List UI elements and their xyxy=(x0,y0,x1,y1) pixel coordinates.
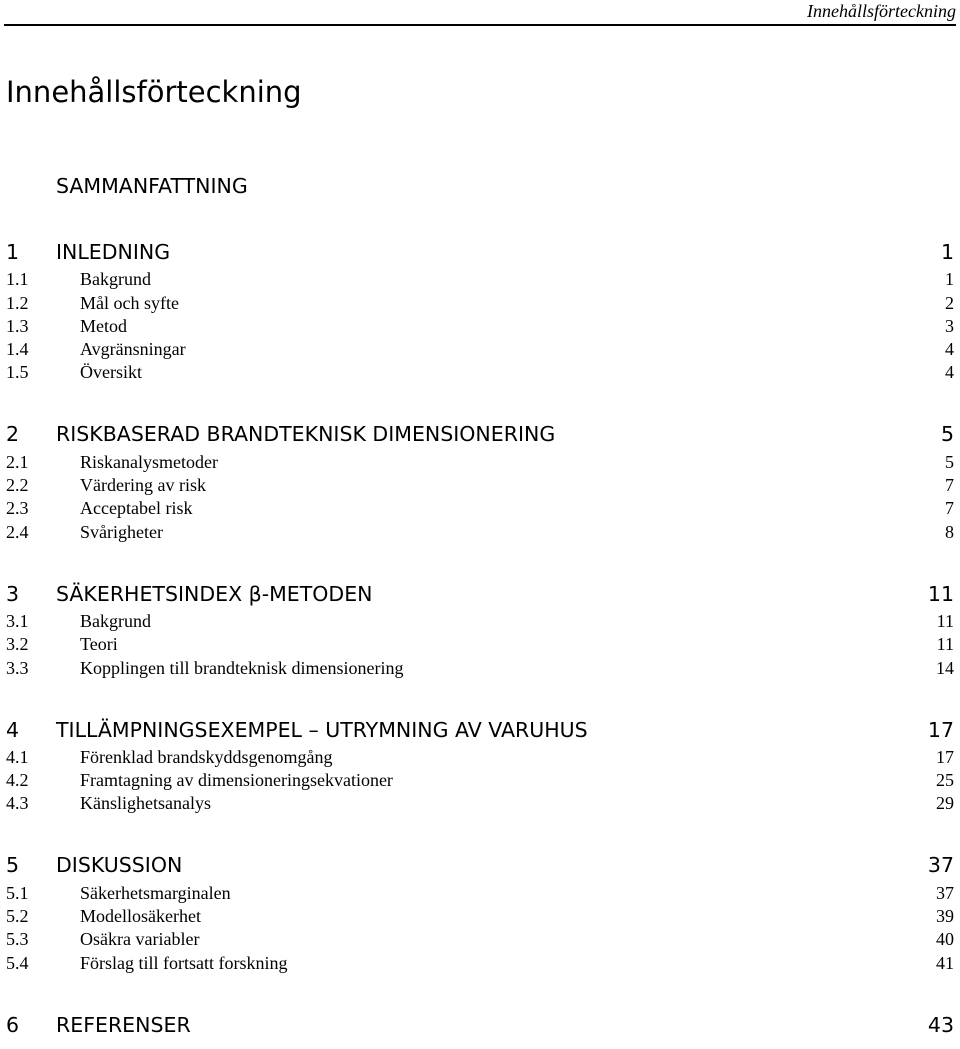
section-number: 1.1 xyxy=(6,269,29,290)
toc-section-3-3[interactable] xyxy=(0,656,960,679)
toc-chapter-6[interactable] xyxy=(0,1009,960,1041)
section-number: 3.2 xyxy=(6,634,29,655)
toc-section-1-5[interactable] xyxy=(0,361,960,384)
section-page: 41 xyxy=(936,952,954,973)
toc-section-4-1[interactable] xyxy=(0,746,960,769)
section-page: 2 xyxy=(945,292,954,313)
chapter-page: 37 xyxy=(927,853,954,878)
toc-chapter-4[interactable] xyxy=(0,714,960,746)
chapter-number: 5 xyxy=(6,853,20,878)
section-number: 2.2 xyxy=(6,475,29,496)
toc-section-1-4[interactable] xyxy=(0,338,960,361)
section-number: 2.1 xyxy=(6,451,29,472)
running-header: Innehållsförteckning xyxy=(807,1,956,21)
section-number: 3.1 xyxy=(6,610,29,631)
section-number: 5.4 xyxy=(6,952,29,973)
toc-section-2-2[interactable] xyxy=(0,474,960,497)
toc-section-2-4[interactable] xyxy=(0,520,960,543)
section-number: 5.2 xyxy=(6,906,29,927)
section-title: Säkerhetsmarginalen xyxy=(80,882,231,903)
chapter-title: RISKBASERAD BRANDTEKNISK DIMENSIONERING xyxy=(56,422,556,447)
section-number: 1.3 xyxy=(6,315,29,336)
chapter-number: 4 xyxy=(6,717,20,742)
toc-section-2-3[interactable] xyxy=(0,497,960,520)
section-page: 3 xyxy=(945,315,954,336)
section-number: 3.3 xyxy=(6,657,29,678)
toc-section-1-3[interactable] xyxy=(0,315,960,338)
toc-section-2-1[interactable] xyxy=(0,450,960,473)
section-page: 5 xyxy=(945,451,954,472)
section-page: 39 xyxy=(936,906,954,927)
toc-front-label: SAMMANFATTNING xyxy=(56,174,248,198)
section-number: 2.3 xyxy=(6,498,29,519)
section-title: Acceptabel risk xyxy=(80,498,193,519)
section-title: Känslighetsanalys xyxy=(80,793,211,814)
section-page: 4 xyxy=(945,362,954,383)
section-number: 4.1 xyxy=(6,746,29,767)
section-page: 11 xyxy=(936,610,954,631)
section-page: 37 xyxy=(936,882,954,903)
section-title: Förenklad brandskyddsgenomgång xyxy=(80,746,333,767)
section-title: Riskanalysmetoder xyxy=(80,451,218,472)
chapter-page: 1 xyxy=(940,240,954,264)
section-title: Framtagning av dimensioneringsekvationer xyxy=(80,770,393,791)
section-page: 4 xyxy=(945,339,954,360)
section-page: 17 xyxy=(936,746,954,767)
chapter-number: 3 xyxy=(6,581,20,606)
chapter-page: 5 xyxy=(940,422,954,447)
toc-section-4-2[interactable] xyxy=(0,769,960,792)
section-title: Bakgrund xyxy=(80,269,151,290)
toc-chapter-1[interactable] xyxy=(0,236,960,268)
section-page: 40 xyxy=(936,929,954,950)
section-number: 2.4 xyxy=(6,521,29,542)
section-number: 1.2 xyxy=(6,292,29,313)
toc-section-3-1[interactable] xyxy=(0,610,960,633)
section-number: 4.2 xyxy=(6,770,29,791)
chapter-page: 43 xyxy=(927,1012,954,1037)
section-title: Osäkra variabler xyxy=(80,929,200,950)
section-number: 1.4 xyxy=(6,339,29,360)
toc-section-4-3[interactable] xyxy=(0,792,960,815)
chapter-title: SÄKERHETSINDEX β-METODEN xyxy=(56,581,373,606)
section-title: Mål och syfte xyxy=(80,292,179,313)
section-title: Översikt xyxy=(80,362,142,383)
table-of-contents xyxy=(0,170,960,1041)
section-title: Kopplingen till brandteknisk dimensionering xyxy=(80,657,404,678)
section-number: 5.1 xyxy=(6,882,29,903)
toc-chapter-5[interactable] xyxy=(0,849,960,881)
chapter-page: 11 xyxy=(927,581,954,606)
section-page: 25 xyxy=(936,770,954,791)
section-title: Teori xyxy=(80,634,118,655)
section-number: 1.5 xyxy=(6,362,29,383)
section-page: 1 xyxy=(945,269,954,290)
chapter-title: INLEDNING xyxy=(56,240,171,264)
section-title: Värdering av risk xyxy=(80,475,206,496)
toc-section-1-2[interactable] xyxy=(0,291,960,314)
toc-section-5-1[interactable] xyxy=(0,881,960,904)
chapter-page: 17 xyxy=(927,717,954,742)
section-page: 14 xyxy=(936,657,954,678)
section-title: Svårigheter xyxy=(80,521,163,542)
section-title: Avgränsningar xyxy=(80,339,186,360)
page-title: Innehållsförteckning xyxy=(6,75,302,109)
section-page: 7 xyxy=(945,498,954,519)
section-page: 7 xyxy=(945,475,954,496)
toc-section-5-2[interactable] xyxy=(0,905,960,928)
toc-section-5-4[interactable] xyxy=(0,951,960,974)
toc-section-3-2[interactable] xyxy=(0,633,960,656)
section-page: 29 xyxy=(936,793,954,814)
chapter-title: DISKUSSION xyxy=(56,853,183,878)
section-number: 4.3 xyxy=(6,793,29,814)
chapter-title: TILLÄMPNINGSEXEMPEL – UTRYMNING AV VARUHUS xyxy=(56,717,588,742)
toc-chapter-2[interactable] xyxy=(0,418,960,450)
section-page: 8 xyxy=(945,521,954,542)
section-title: Modellosäkerhet xyxy=(80,906,201,927)
toc-section-1-1[interactable] xyxy=(0,268,960,291)
toc-chapter-3[interactable] xyxy=(0,578,960,610)
section-title: Metod xyxy=(80,315,127,336)
chapter-number: 6 xyxy=(6,1012,20,1037)
toc-front-entry[interactable] xyxy=(0,170,960,202)
header-rule xyxy=(4,24,956,26)
section-title: Förslag till fortsatt forskning xyxy=(80,952,288,973)
chapter-number: 1 xyxy=(6,240,20,264)
section-title: Bakgrund xyxy=(80,610,151,631)
chapter-number: 2 xyxy=(6,422,20,447)
section-page: 11 xyxy=(936,634,954,655)
toc-section-5-3[interactable] xyxy=(0,928,960,951)
chapter-title: REFERENSER xyxy=(56,1012,191,1037)
section-number: 5.3 xyxy=(6,929,29,950)
